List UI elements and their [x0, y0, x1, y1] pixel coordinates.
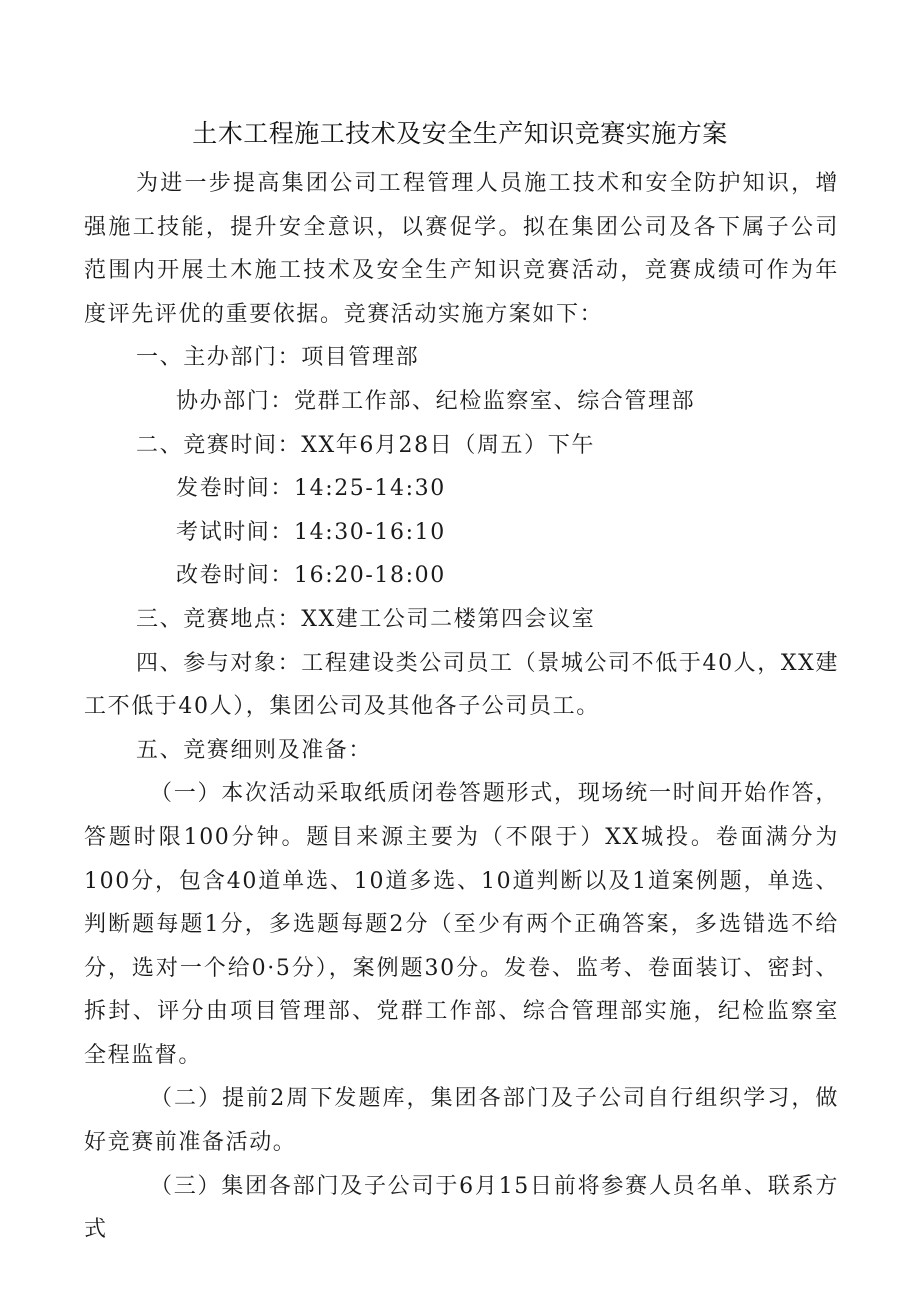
intro-paragraph: 为进一步提高集团公司工程管理人员施工技术和安全防护知识，增强施工技能，提升安全意识，以赛促学。拟在集团公司及各下属子公司范围内开展土木施工技术及安全生产知识竞赛活动，竞赛成绩可作为年度评先评优的重要依据。竞赛活动实施方案如下： — [84, 171, 839, 327]
rules-heading: 五、竞赛细则及准备： — [136, 737, 373, 763]
rule-2-paragraph: （二）提前2周下发题库，集团各部门及子公司自行组织学习，做好竞赛前准备活动。 — [84, 1086, 839, 1156]
participants-paragraph: 四、参与对象：工程建设类公司员工（景城公司不低于40人，XX建工不低于40人），集团公司及其他各子公司员工。 — [84, 650, 839, 720]
document-title: 土木工程施工技术及安全生产知识竞赛实施方案 — [192, 119, 728, 148]
document-body — [84, 162, 839, 1252]
rule-1-paragraph: （一）本次活动采取纸质闭卷答题形式，现场统一时间开始作答，答题时限100分钟。题目来源主要为（不限于）XX城投。卷面满分为100分，包含40道单选、10道多选、10道判断以及1道案例题，单选、判断题每题1分，多选题每题2分（至少有两个正确答案，多选错选不给分，选对一个给0·5分），案例题30分。发卷、监考、卷面装订、密封、拆封、评分由项目管理部、党群工作部、综合管理部实施，纪检监察室全程监督。 — [84, 781, 839, 1068]
competition-time-line: 二、竞赛时间：XX年6月28日（周五）下午 — [136, 432, 595, 458]
grading-time-line: 改卷时间：16:20-18:00 — [176, 563, 446, 589]
exam-time-line: 考试时间：14:30-16:10 — [176, 519, 446, 545]
issue-time-line: 发卷时间：14:25-14:30 — [176, 476, 446, 502]
organizer-line: 一、主办部门：项目管理部 — [136, 345, 420, 371]
rule-3-paragraph: （三）集团各部门及子公司于6月15日前将参赛人员名单、联系方式 — [84, 1173, 839, 1243]
co-organizer-line: 协办部门：党群工作部、纪检监察室、综合管理部 — [176, 388, 696, 414]
location-line: 三、竞赛地点：XX建工公司二楼第四会议室 — [136, 606, 596, 632]
